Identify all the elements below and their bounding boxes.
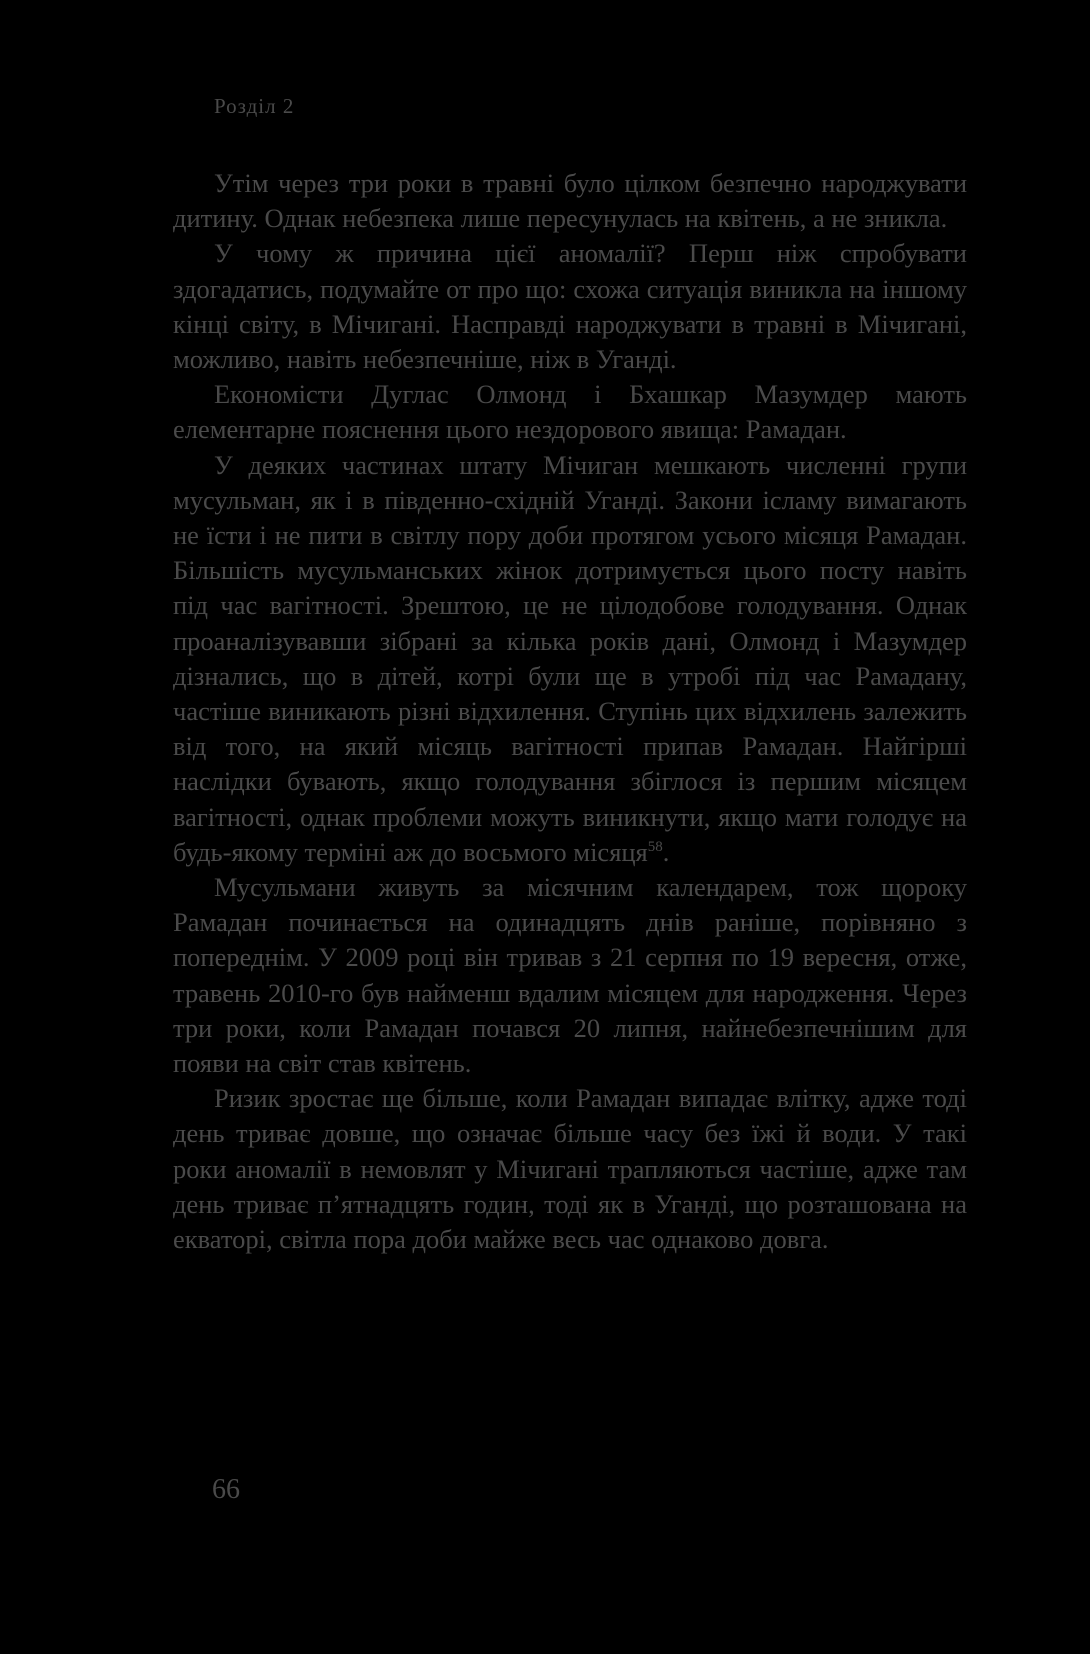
paragraph: Утім через три роки в травні було цілком безпечно народжувати дитину. Однак небезпека лише пересунулась на квітень, а не зникла. xyxy=(173,168,967,234)
running-head: Розділ 2 xyxy=(214,94,295,118)
body-text xyxy=(173,166,967,1257)
page-number: 66 xyxy=(212,1474,240,1505)
paragraph-text: У деяких частинах штату Мічиган мешкають численні групи мусульман, як і в південно-східній Уганді. Закони ісламу вимагають не їсти і не пити в світлу пору доби протягом усього місяця Рамадан. Більшість мусульманських жінок дотримується цього посту навіть під час вагітності. Зрештою, це не цілодобове голодування. Однак проаналізувавши зібрані за кілька років дані, Олмонд і Мазумдер дізнались, що в дітей, котрі були ще в утробі під час Рамадану, частіше виникають різні відхилення. Ступінь цих відхилень залежить від того, на який місяць вагітності припав Рамадан. Найгірші наслідки бувають, якщо голодування збіглося із першим місяцем вагітності, однак проблеми можуть виникнути, якщо мати голодує на будь-якому терміні аж до восьмого місяця xyxy=(173,449,967,867)
paragraph-tail: . xyxy=(662,836,670,867)
paragraph: Ризик зростає ще більше, коли Рамадан випадає влітку, адже тоді день триває довше, що означає більше часу без їжі й води. У такі роки аномалії в немовлят у Мічигані трапляються частіше, адже там день триває п’ятнадцять годин, тоді як в Уганді, що розташована на екваторі, світла пора доби майже весь час однаково довга. xyxy=(173,1083,967,1255)
paragraph xyxy=(173,448,967,870)
paragraph: Економісти Дуглас Олмонд і Бхашкар Мазумдер мають елементарне пояснення цього нездорового явища: Рамадан. xyxy=(173,379,967,445)
paragraph: Мусульмани живуть за місячним календарем, тож щороку Рамадан починається на одинадцять днів раніше, порівняно з попереднім. У 2009 році він тривав з 21 серпня по 19 вересня, отже, травень 2010-го був найменш вдалим місяцем для народження. Через три роки, коли Рамадан почався 20 липня, найнебезпечнішим для появи на світ став квітень. xyxy=(173,872,967,1079)
paragraph: У чому ж причина цієї аномалії? Перш ніж спробувати здогадатись, подумайте от про що: схожа ситуація виникла на іншому кінці світу, в Мічигані. Насправді народжувати в травні в Мічигані, можливо, навіть небезпечніше, ніж в Уганді. xyxy=(173,238,967,375)
footnote-reference[interactable]: 58 xyxy=(647,839,663,856)
